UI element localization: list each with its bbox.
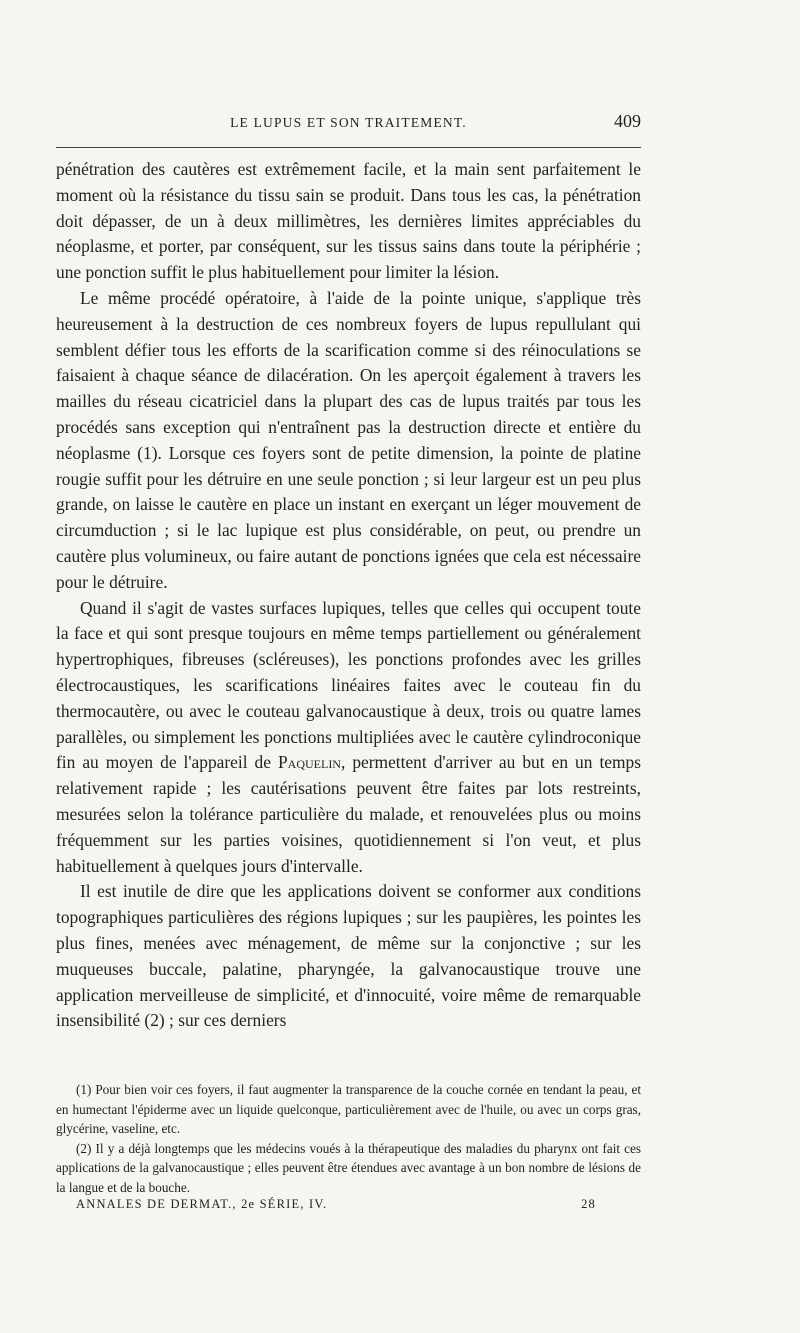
author-name: Paquelin	[277, 752, 341, 773]
page-header	[56, 111, 641, 141]
paragraph: pénétration des cautères est extrêmement facile, et la main sent parfaitement le moment où la résistance du tissu sain se produit. Dans tous les cas, la pénétration doit dépasser, de un à deux millimètres, les dernières limites appréciables du néoplasme, et porter, par conséquent, sur les tissus sains dans toute la périphérie ; une ponction suffit le plus habituellement pour limiter la lésion.	[56, 159, 641, 283]
running-title: LE LUPUS ET SON TRAITEMENT.	[230, 115, 467, 130]
main-text	[56, 157, 641, 1034]
signature-number: 28	[581, 1197, 596, 1211]
header-rule	[56, 147, 641, 148]
footnote: (1) Pour bien voir ces foyers, il faut augmenter la transparence de la couche cornée en tendant la peau, et en humectant l'épiderme avec un liquide quelconque, particulièrement avec de l'huile, ou avec un corps gras, glycérine, vaseline, etc.	[56, 1082, 641, 1137]
paragraph-part: , permettent d'arriver au but en un temps relativement rapide ; les cautérisations peuvent être faites par lots restreints, mesurées selon la tolérance particulière du malade, et renouvelées plus ou moins fréquemment sur les parties voisines, quotidiennement si l'on veut, et plus habituellement à quelques jours d'intervalle.	[56, 752, 641, 876]
footnote: (2) Il y a déjà longtemps que les médecins voués à la thérapeutique des maladies du pharynx ont fait ces applications de la galvanocaustique ; elles peuvent être étendues avec avantage à un bon nombre de lésions de la langue et de la bouche.	[56, 1140, 641, 1195]
paragraph: Le même procédé opératoire, à l'aide de la pointe unique, s'applique très heureusement à la destruction de ces nombreux foyers de lupus repullulant qui semblent défier tous les efforts de la scarification comme si des réinoculations se faisaient à chaque séance de dilacération. On les aperçoit également à travers les mailles du réseau cicatriciel dans la plupart des cas de lupus traités par tous les procédés sans exception qui n'entraînent pas la destruction directe et entière du néoplasme (1). Lorsque ces foyers sont de petite dimension, la pointe de platine rougie suffit pour les détruire en une seule ponction ; si leur largeur est un peu plus grande, on laisse le cautère en place un instant en exerçant un léger mouvement de circumduction ; si le lac lupique est plus considérable, on peut, ou prendre un cautère plus volumineux, ou faire autant de ponctions ignées que cela est nécessaire pour le détruire.	[56, 287, 641, 592]
paragraph-part: Quand il s'agit de vastes surfaces lupiques, telles que celles qui occupent toute la face et qui sont presque toujours en même temps partiellement ou généralement hypertrophiques, fibreuses (scléreuses), les ponctions profondes avec les grilles électrocaustiques, les scarifications linéaires faites avec le couteau fin du thermocautère, ou avec le couteau galvanocaustique à deux, trois ou quatre lames parallèles, ou simplement les ponctions multipliées avec le cautère cylindroconique fin au moyen de l'appareil de	[56, 597, 641, 773]
paragraph	[56, 596, 641, 880]
page-number: 409	[614, 111, 641, 131]
journal-signature: ANNALES DE DERMAT., 2e SÉRIE, IV.	[76, 1197, 328, 1211]
footnotes	[56, 1080, 641, 1198]
paragraph: Il est inutile de dire que les applications doivent se conformer aux conditions topographiques particulières des régions lupiques ; sur les paupières, les pointes les plus fines, menées avec ménagement, de même sur la conjonctive ; sur les muqueuses buccale, palatine, pharyngée, la galvanocaustique trouve une application merveilleuse de simplicité, et d'innocuité, voire même de remarquable insensibilité (2) ; sur ces derniers	[56, 881, 641, 1031]
